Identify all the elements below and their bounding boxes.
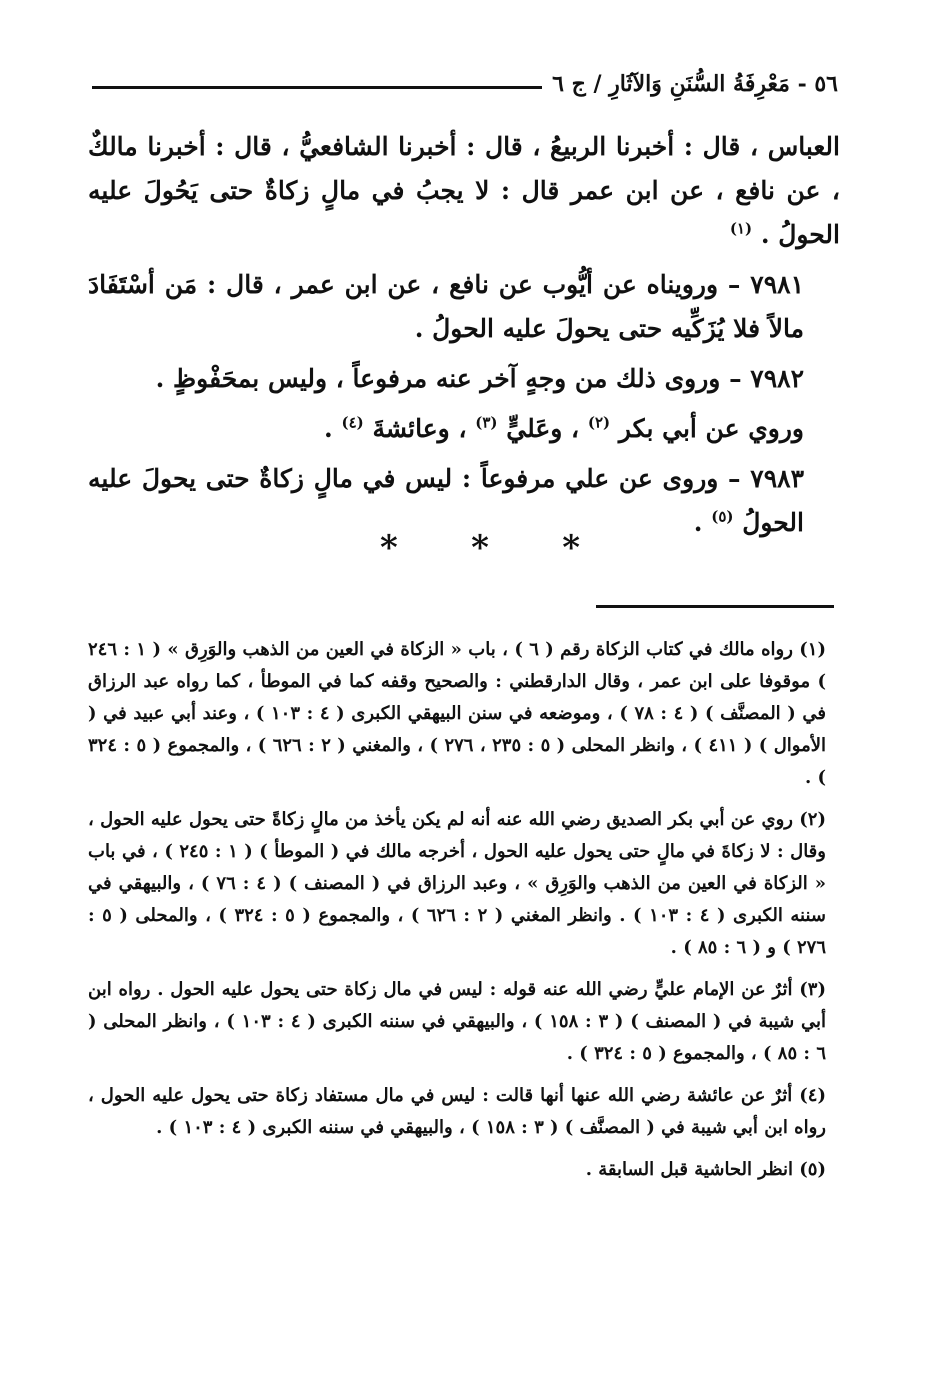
narrators-text-b: ، وعَليٍّ — [506, 414, 580, 443]
footnote-2: (٢) روي عن أبي بكر الصديق رضي الله عنه أنه لم يكن يأخذ من مالٍ زكاةً حتى يحول عليه الحول ، وقال : لا زكاةَ في مالٍ حتى يحول عليه الحول ، أخرجه مالك في ( الموطأ ) ( ١ : ٢٤٥ ) ، في باب « الزكاة في العين من الذهب والوَرِق » ، وعبد الرزاق في ( المصنف ) ( ٤ : ٧٦ ) ، والبيهقي في سننه الكبرى ( ٤ : ١٠٣ ) . وانظر المغني ( ٢ : ٦٢٦ ) ، والمجموع ( ٥ : ٣٢٤ ) ، والمحلى ( ٥ : ٢٧٦ ) و ( ٦ : ٨٥ ) . — [88, 809, 827, 958]
running-header — [92, 64, 838, 104]
main-text — [88, 125, 840, 551]
paragraph-1-text: العباس ، قال : أخبرنا الربيعُ ، قال : أخبرنا الشافعيُّ ، قال : أخبرنا مالكٌ ، عن نافع ، عن ابن عمر قال : لا يجبُ في مالٍ زكاةٌ حتى يَحُولَ عليه الحولُ . — [88, 132, 840, 249]
footnote-1: (١) رواه مالك في كتاب الزكاة رقم ( ٦ ) ، باب « الزكاة في العين من الذهب والوَرِق » ( ١ : ٢٤٦ ) موقوفا على ابن عمر ، وقال الدارقطني : والصحيح وقفه كما في الموطأ ، كما رواه عبد الرزاق في ( المصنَّف ) ( ٤ : ٧٨ ) ، وموضعه في سنن البيهقي الكبرى ( ٤ : ١٠٣ ) ، وعند أبي عبيد في ( الأموال ) ( ٤١١ ) ، وانظر المحلى ( ٥ : ٢٣٥ ، ٢٧٦ ) ، والمغني ( ٢ : ٦٢٦ ) ، والمجموع ( ٥ : ٣٢٤ ) . — [88, 639, 826, 788]
separator-star: * — [380, 528, 398, 568]
separator-star: * — [562, 528, 580, 568]
footnote-ref-5: (٥) — [711, 507, 734, 526]
separator-star: * — [471, 528, 489, 568]
footnote-4: (٤) أثرٌ عن عائشة رضي الله عنها أنها قالت : ليس في مال مستفاد زكاة حتى يحول عليه الحول ، رواه ابن أبي شيبة في ( المصنَّف ) ( ٣ : ١٥٨ ) ، والبيهقي في سننه الكبرى ( ٤ : ١٠٣ ) . — [88, 1085, 826, 1138]
footnotes — [88, 634, 840, 1196]
hadith-7982: ٧٩٨٢ – وروى ذلك من وجهٍ آخر عنه مرفوعاً ، وليس بمحَفْوظٍ . — [155, 364, 804, 393]
section-separator — [380, 528, 580, 568]
hadith-7983-text: ٧٩٨٣ – وروى عن علي مرفوعاً : ليس في مالٍ زكاةٌ حتى يحولَ عليه الحولُ — [88, 464, 804, 537]
hadith-7983-end: . — [693, 508, 703, 537]
hadith-7981: ٧٩٨١ – ورويناه عن أيُّوب عن نافع ، عن ابن عمر ، قال : مَن أسْتَفَادَ مالاً فلا يُزَكِّيه حتى يحولَ عليه الحولُ . — [88, 270, 804, 343]
narrators-text-d: . — [324, 414, 333, 443]
footnote-3: (٣) أثرٌ عن الإمام عليٍّ رضي الله عنه قوله : ليس في مال زكاة حتى يحول عليه الحول . رواه ابن أبي شيبة في ( المصنف ) ( ٣ : ١٥٨ ) ، والبيهقي في سننه الكبرى ( ٤ : ١٠٣ ) ، وانظر المحلى ( ٦ : ٨٥ ) ، والمجموع ( ٥ : ٣٢٤ ) . — [88, 979, 826, 1064]
footnote-rule — [596, 605, 834, 608]
running-title: ٥٦ - مَعْرِفَةُ السُّنَنِ وَالآثَارِ / ج ٦ — [552, 71, 838, 97]
narrators-text-a: وروي عن أبي بكر — [618, 414, 804, 443]
footnote-ref-3: (٣) — [475, 413, 498, 432]
narrators-text-c: ، وعائشةَ — [372, 414, 467, 443]
paragraph-narrators — [88, 407, 840, 451]
footnote-ref-2: (٢) — [587, 413, 611, 432]
header-rule — [92, 86, 542, 89]
footnote-ref-4: (٤) — [341, 413, 364, 432]
footnote-ref-1: (١) — [729, 219, 753, 238]
footnote-5: (٥) انظر الحاشية قبل السابقة . — [585, 1159, 826, 1180]
paragraph-1 — [88, 125, 840, 257]
